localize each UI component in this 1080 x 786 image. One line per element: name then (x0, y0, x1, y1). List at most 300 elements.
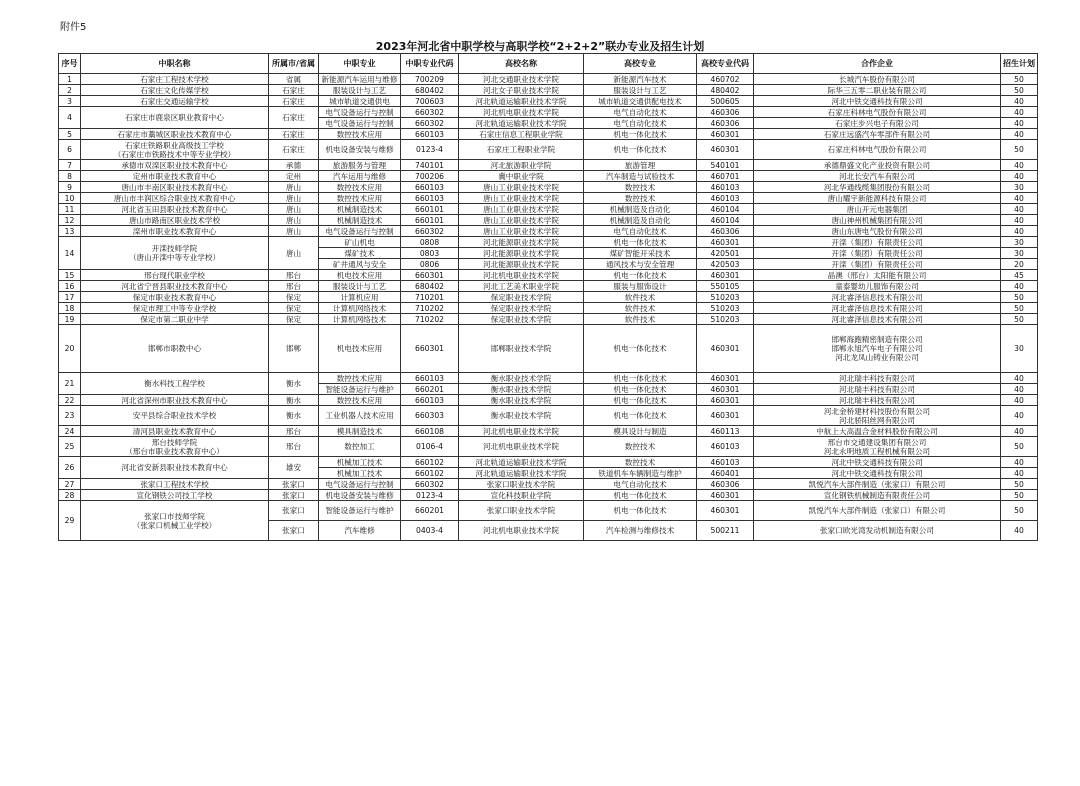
major-code: 660201 (401, 501, 459, 521)
row-number: 22 (59, 395, 81, 406)
major-code: 660302 (401, 479, 459, 490)
college-major: 机电一体化技术 (584, 395, 697, 406)
major-code: 700206 (401, 171, 459, 182)
row-number: 12 (59, 215, 81, 226)
quota: 50 (1001, 74, 1038, 85)
city: 衡水 (269, 406, 319, 426)
college-code: 460103 (697, 193, 754, 204)
college-major-name: 机械加工技术 (319, 457, 401, 468)
major-code: 660103 (401, 129, 459, 140)
school-name: 河北省玉田县职业技术教育中心 (81, 204, 269, 215)
city: 邢台 (269, 437, 319, 457)
quota: 40 (1001, 160, 1038, 171)
college-name: 河北轨道运输职业技术学院 (459, 118, 584, 129)
row-number: 28 (59, 490, 81, 501)
college-name: 河北机电职业技术学院 (459, 426, 584, 437)
college-code: 460103 (697, 182, 754, 193)
college-name: 河北能源职业技术学院 (459, 259, 584, 270)
college-major: 铁道机车车辆制造与维护 (584, 468, 697, 479)
table-row (59, 395, 1038, 406)
row-number: 23 (59, 406, 81, 426)
partner-company: 晶澳（邢台）太阳能有限公司 (754, 270, 1001, 281)
college-major-name: 数控技术应用 (319, 129, 401, 140)
college-code: 550105 (697, 281, 754, 292)
college-major: 旅游管理 (584, 160, 697, 171)
partner-company: 唐山神州机械集团有限公司 (754, 215, 1001, 226)
college-major: 服装与服饰设计 (584, 281, 697, 292)
row-number: 20 (59, 325, 81, 373)
college-major: 汽车制造与试验技术 (584, 171, 697, 182)
college-major: 机电一体化技术 (584, 325, 697, 373)
college-major: 机电一体化技术 (584, 406, 697, 426)
table-row (59, 107, 1038, 118)
school-name: 开滦技师学院 （唐山开滦中等专业学校） (81, 237, 269, 270)
college-major-name: 汽车维修 (319, 521, 401, 541)
header-college-major: 高校专业 (584, 54, 697, 74)
major-code: 0803 (401, 248, 459, 259)
city: 石家庄 (269, 96, 319, 107)
college-major: 电气自动化技术 (584, 226, 697, 237)
city: 保定 (269, 314, 319, 325)
school-name: 衡水科技工程学校 (81, 373, 269, 395)
table-row (59, 182, 1038, 193)
college-code: 510203 (697, 303, 754, 314)
partner-company: 凯悦汽车大部件制造（张家口）有限公司 (754, 501, 1001, 521)
college-name: 衡水职业技术学院 (459, 395, 584, 406)
partner-company: 童泰婴幼儿服饰有限公司 (754, 281, 1001, 292)
college-code: 460301 (697, 129, 754, 140)
college-code: 460306 (697, 226, 754, 237)
school-name: 唐山市丰南区职业技术教育中心 (81, 182, 269, 193)
table-row (59, 215, 1038, 226)
college-code: 460301 (697, 237, 754, 248)
college-name: 石家庄信息工程职业学院 (459, 129, 584, 140)
table-row (59, 437, 1038, 457)
header-row (59, 54, 1038, 74)
college-major: 数控技术 (584, 437, 697, 457)
header-school: 中职名称 (81, 54, 269, 74)
city: 张家口 (269, 479, 319, 490)
table-row (59, 226, 1038, 237)
major-code: 0403-4 (401, 521, 459, 541)
college-major-name: 机电设备安装与维修 (319, 140, 401, 160)
table-row (59, 406, 1038, 426)
document-title: 2023年河北省中职学校与高职学校“2+2+2”联办专业及招生计划 (375, 40, 705, 53)
school-name: 清河县职业技术教育中心 (81, 426, 269, 437)
table-row (59, 457, 1038, 468)
college-name: 石家庄工程职业学院 (459, 140, 584, 160)
major-code: 700603 (401, 96, 459, 107)
college-name: 唐山工业职业技术学院 (459, 204, 584, 215)
college-major-name: 机电技术应用 (319, 270, 401, 281)
college-code: 460701 (697, 171, 754, 182)
header-college: 高校名称 (459, 54, 584, 74)
college-major-name: 计算机网络技术 (319, 303, 401, 314)
college-code: 460301 (697, 406, 754, 426)
college-code: 460113 (697, 426, 754, 437)
quota: 40 (1001, 406, 1038, 426)
partner-company: 开滦（集团）有限责任公司 (754, 248, 1001, 259)
college-major-name: 计算机网络技术 (319, 314, 401, 325)
college-major-name: 机械制造技术 (319, 215, 401, 226)
college-name: 冀中职业学院 (459, 171, 584, 182)
major-code: 660302 (401, 118, 459, 129)
college-major-name: 数控技术应用 (319, 193, 401, 204)
partner-company: 河北瑞丰科技有限公司 (754, 395, 1001, 406)
college-name: 河北交通职业技术学院 (459, 74, 584, 85)
college-major-name: 机械加工技术 (319, 468, 401, 479)
header-no: 序号 (59, 54, 81, 74)
quota: 40 (1001, 171, 1038, 182)
college-name: 唐山工业职业技术学院 (459, 226, 584, 237)
college-code: 500211 (697, 521, 754, 541)
partner-company: 长城汽车股份有限公司 (754, 74, 1001, 85)
quota: 40 (1001, 281, 1038, 292)
city: 邯郸 (269, 325, 319, 373)
college-major: 服装设计与工艺 (584, 85, 697, 96)
table-row (59, 303, 1038, 314)
college-major-name: 数控技术应用 (319, 395, 401, 406)
partner-company: 邢台市交通建设集团有限公司 河北永明地质工程机械有限公司 (754, 437, 1001, 457)
school-name: 河北省宁晋县职业技术教育中心 (81, 281, 269, 292)
college-name: 衡水职业技术学院 (459, 384, 584, 395)
table-row (59, 140, 1038, 160)
college-code: 460103 (697, 437, 754, 457)
quota: 40 (1001, 107, 1038, 118)
school-name: 石家庄文化传媒学校 (81, 85, 269, 96)
major-code: 660102 (401, 468, 459, 479)
major-code: 0806 (401, 259, 459, 270)
quota: 40 (1001, 226, 1038, 237)
row-number: 13 (59, 226, 81, 237)
partner-company: 唐山开元电器集团 (754, 204, 1001, 215)
city: 邢台 (269, 426, 319, 437)
major-code: 0808 (401, 237, 459, 248)
header-major-code: 中职专业代码 (401, 54, 459, 74)
college-major: 电气自动化技术 (584, 107, 697, 118)
row-number: 11 (59, 204, 81, 215)
quota: 50 (1001, 437, 1038, 457)
college-name: 河北能源职业技术学院 (459, 237, 584, 248)
city: 张家口 (269, 490, 319, 501)
college-code: 460104 (697, 204, 754, 215)
college-major: 机电一体化技术 (584, 270, 697, 281)
school-name: 唐山市路南区职业技术学校 (81, 215, 269, 226)
table-row (59, 314, 1038, 325)
major-code: 660302 (401, 107, 459, 118)
college-major-name: 汽车运用与维修 (319, 171, 401, 182)
table-row (59, 501, 1038, 521)
college-major-name: 计算机应用 (319, 292, 401, 303)
partner-company: 河北华通线缆集团股份有限公司 (754, 182, 1001, 193)
table-row (59, 74, 1038, 85)
college-name: 衡水职业技术学院 (459, 373, 584, 384)
table-row (59, 160, 1038, 171)
row-number: 2 (59, 85, 81, 96)
college-major: 机械制造及自动化 (584, 204, 697, 215)
table-row (59, 193, 1038, 204)
major-code: 660303 (401, 406, 459, 426)
row-number: 24 (59, 426, 81, 437)
table-body (59, 74, 1038, 541)
row-number: 4 (59, 107, 81, 129)
school-name: 石家庄交通运输学校 (81, 96, 269, 107)
college-major: 机电一体化技术 (584, 384, 697, 395)
college-major: 城市轨道交通供配电技术 (584, 96, 697, 107)
row-number: 29 (59, 501, 81, 541)
table-row (59, 426, 1038, 437)
city: 衡水 (269, 395, 319, 406)
college-name: 衡水职业技术学院 (459, 406, 584, 426)
quota: 40 (1001, 373, 1038, 384)
college-name: 河北轨道运输职业技术学院 (459, 468, 584, 479)
row-number: 8 (59, 171, 81, 182)
quota: 20 (1001, 259, 1038, 270)
college-major: 机电一体化技术 (584, 501, 697, 521)
college-code: 460401 (697, 468, 754, 479)
city: 唐山 (269, 237, 319, 270)
college-major-name: 电气设备运行与控制 (319, 226, 401, 237)
major-code: 0123-4 (401, 140, 459, 160)
major-code: 680402 (401, 281, 459, 292)
college-name: 保定职业技术学院 (459, 314, 584, 325)
college-code: 500605 (697, 96, 754, 107)
college-code: 510203 (697, 292, 754, 303)
college-code: 420501 (697, 248, 754, 259)
college-major-name: 智能设备运行与维护 (319, 501, 401, 521)
school-name: 邢台现代职业学校 (81, 270, 269, 281)
quota: 40 (1001, 204, 1038, 215)
college-major: 电气自动化技术 (584, 118, 697, 129)
college-name: 河北能源职业技术学院 (459, 248, 584, 259)
quota: 50 (1001, 501, 1038, 521)
partner-company: 河北金桥建材科技股份有限公司 河北骄阳丝网有限公司 (754, 406, 1001, 426)
row-number: 10 (59, 193, 81, 204)
partner-company: 河北瑞丰科技有限公司 (754, 384, 1001, 395)
school-name: 唐山市丰润区综合职业技术教育中心 (81, 193, 269, 204)
row-number: 26 (59, 457, 81, 479)
college-code: 460301 (697, 270, 754, 281)
row-number: 9 (59, 182, 81, 193)
partner-company: 石家庄步兴电子有限公司 (754, 118, 1001, 129)
college-major-name: 工业机器人技术应用 (319, 406, 401, 426)
quota: 50 (1001, 85, 1038, 96)
partner-company: 河北瑞丰科技有限公司 (754, 373, 1001, 384)
college-major-name: 机电技术应用 (319, 325, 401, 373)
college-code: 460301 (697, 501, 754, 521)
quota: 50 (1001, 479, 1038, 490)
school-name: 邯郸市职教中心 (81, 325, 269, 373)
table-row (59, 204, 1038, 215)
college-major-name: 数控技术应用 (319, 182, 401, 193)
city: 石家庄 (269, 140, 319, 160)
row-number: 27 (59, 479, 81, 490)
college-major-name: 机电设备安装与维修 (319, 490, 401, 501)
college-code: 420503 (697, 259, 754, 270)
partner-company: 唐山东唐电气股份有限公司 (754, 226, 1001, 237)
quota: 40 (1001, 96, 1038, 107)
city: 雄安 (269, 457, 319, 479)
header-quota: 招生计划 (1001, 54, 1038, 74)
school-name: 定州市职业技术教育中心 (81, 171, 269, 182)
college-major: 机电一体化技术 (584, 490, 697, 501)
quota: 30 (1001, 325, 1038, 373)
college-code: 460301 (697, 325, 754, 373)
college-code: 460306 (697, 107, 754, 118)
college-code: 460301 (697, 395, 754, 406)
partner-company: 石家庄科林电气股份有限公司 (754, 140, 1001, 160)
school-name: 保定市职业技术教育中心 (81, 292, 269, 303)
partner-company: 承德鼎盛文化产业投资有限公司 (754, 160, 1001, 171)
college-name: 河北机电职业技术学院 (459, 270, 584, 281)
quota: 30 (1001, 237, 1038, 248)
major-code: 740101 (401, 160, 459, 171)
school-name: 邢台技师学院 （邢台市职业技术教育中心） (81, 437, 269, 457)
college-major-name: 煤矿技术 (319, 248, 401, 259)
partner-company: 中航上大高温合金材料股份有限公司 (754, 426, 1001, 437)
table-row (59, 490, 1038, 501)
college-major: 数控技术 (584, 193, 697, 204)
college-code: 460306 (697, 118, 754, 129)
major-code: 660108 (401, 426, 459, 437)
college-major: 电气自动化技术 (584, 479, 697, 490)
row-number: 6 (59, 140, 81, 160)
partner-company: 邯郸海跑精密制造有限公司 邯郸永旭汽车电子有限公司 河北龙凤山铸业有限公司 (754, 325, 1001, 373)
quota: 40 (1001, 193, 1038, 204)
school-name: 张家口工程技术学校 (81, 479, 269, 490)
partner-company: 宣化钢铁机械制造有限责任公司 (754, 490, 1001, 501)
college-name: 河北机电职业技术学院 (459, 107, 584, 118)
table-row (59, 171, 1038, 182)
quota: 40 (1001, 384, 1038, 395)
major-code: 660103 (401, 395, 459, 406)
major-code: 660103 (401, 193, 459, 204)
college-name: 河北轨道运输职业技术学院 (459, 96, 584, 107)
row-number: 5 (59, 129, 81, 140)
table-row (59, 237, 1038, 248)
major-code: 660103 (401, 373, 459, 384)
quota: 40 (1001, 215, 1038, 226)
college-code: 460301 (697, 490, 754, 501)
school-name: 河北省深州市职业技术教育中心 (81, 395, 269, 406)
college-code: 480402 (697, 85, 754, 96)
quota: 40 (1001, 395, 1038, 406)
partner-company: 开滦（集团）有限责任公司 (754, 259, 1001, 270)
city: 保定 (269, 292, 319, 303)
partner-company: 河北中铁交通科技有限公司 (754, 457, 1001, 468)
quota: 50 (1001, 303, 1038, 314)
school-name: 石家庄工程技术学校 (81, 74, 269, 85)
school-name: 石家庄市鹿泉区职业教育中心 (81, 107, 269, 129)
city: 石家庄 (269, 107, 319, 129)
partner-company: 河北睿泽信息技术有限公司 (754, 292, 1001, 303)
school-name: 承德市双滦区职业技术教育中心 (81, 160, 269, 171)
row-number: 14 (59, 237, 81, 270)
college-code: 460104 (697, 215, 754, 226)
city: 唐山 (269, 215, 319, 226)
college-code: 460306 (697, 479, 754, 490)
college-major: 模具设计与制造 (584, 426, 697, 437)
city: 省属 (269, 74, 319, 85)
city: 石家庄 (269, 85, 319, 96)
college-major: 软件技术 (584, 303, 697, 314)
college-name: 邯郸职业技术学院 (459, 325, 584, 373)
school-name: 保定市第二职业中学 (81, 314, 269, 325)
college-major: 数控技术 (584, 457, 697, 468)
table-row (59, 325, 1038, 373)
city: 保定 (269, 303, 319, 314)
partner-company: 石家庄科林电气股份有限公司 (754, 107, 1001, 118)
school-name: 石家庄铁路职业高级技工学校 （石家庄市铁路技术中等专业学校） (81, 140, 269, 160)
college-major-name: 新能源汽车运用与维修 (319, 74, 401, 85)
partner-company: 石家庄远盛汽车零部件有限公司 (754, 129, 1001, 140)
row-number: 17 (59, 292, 81, 303)
college-name: 河北机电职业技术学院 (459, 437, 584, 457)
college-major: 机电一体化技术 (584, 140, 697, 160)
college-major-name: 电气设备运行与控制 (319, 107, 401, 118)
city: 唐山 (269, 182, 319, 193)
college-major: 通风技术与安全管理 (584, 259, 697, 270)
college-name: 河北机电职业技术学院 (459, 521, 584, 541)
college-major-name: 模具制造技术 (319, 426, 401, 437)
college-major-name: 旅游服务与管理 (319, 160, 401, 171)
partner-company: 凯悦汽车大部件制造（张家口）有限公司 (754, 479, 1001, 490)
college-major: 机电一体化技术 (584, 129, 697, 140)
college-major: 煤矿智能开采技术 (584, 248, 697, 259)
major-code: 660301 (401, 270, 459, 281)
major-code: 0106-4 (401, 437, 459, 457)
partner-company: 开滦（集团）有限责任公司 (754, 237, 1001, 248)
city: 承德 (269, 160, 319, 171)
college-major-name: 智能设备运行与维护 (319, 384, 401, 395)
college-code: 540101 (697, 160, 754, 171)
row-number: 7 (59, 160, 81, 171)
table-row (59, 281, 1038, 292)
college-major-name: 服装设计与工艺 (319, 281, 401, 292)
college-major: 新能源汽车技术 (584, 74, 697, 85)
quota: 40 (1001, 468, 1038, 479)
partner-company: 唐山耀宇新能源科技有限公司 (754, 193, 1001, 204)
major-code: 0123-4 (401, 490, 459, 501)
major-code: 660302 (401, 226, 459, 237)
college-code: 510203 (697, 314, 754, 325)
college-major-name: 电气设备运行与控制 (319, 479, 401, 490)
table-row (59, 129, 1038, 140)
major-code: 660101 (401, 204, 459, 215)
partner-company: 河北睿泽信息技术有限公司 (754, 303, 1001, 314)
college-major: 软件技术 (584, 314, 697, 325)
partner-company: 河北长安汽车有限公司 (754, 171, 1001, 182)
college-code: 460301 (697, 384, 754, 395)
partner-company: 河北睿泽信息技术有限公司 (754, 314, 1001, 325)
major-code: 660102 (401, 457, 459, 468)
partner-company: 张家口欧光湾发动机制造有限公司 (754, 521, 1001, 541)
college-code: 460103 (697, 457, 754, 468)
college-name: 张家口职业技术学院 (459, 479, 584, 490)
college-name: 河北工艺美术职业学院 (459, 281, 584, 292)
college-major-name: 数控加工 (319, 437, 401, 457)
major-code: 660201 (401, 384, 459, 395)
city: 石家庄 (269, 129, 319, 140)
college-major: 机械制造及自动化 (584, 215, 697, 226)
college-name: 河北轨道运输职业技术学院 (459, 457, 584, 468)
header-partner: 合作企业 (754, 54, 1001, 74)
partner-company: 际华三五零二职业装有限公司 (754, 85, 1001, 96)
table-row (59, 85, 1038, 96)
header-city: 所属市/省属 (269, 54, 319, 74)
partner-company: 河北中铁交通科技有限公司 (754, 468, 1001, 479)
school-name: 保定市理工中等专业学校 (81, 303, 269, 314)
